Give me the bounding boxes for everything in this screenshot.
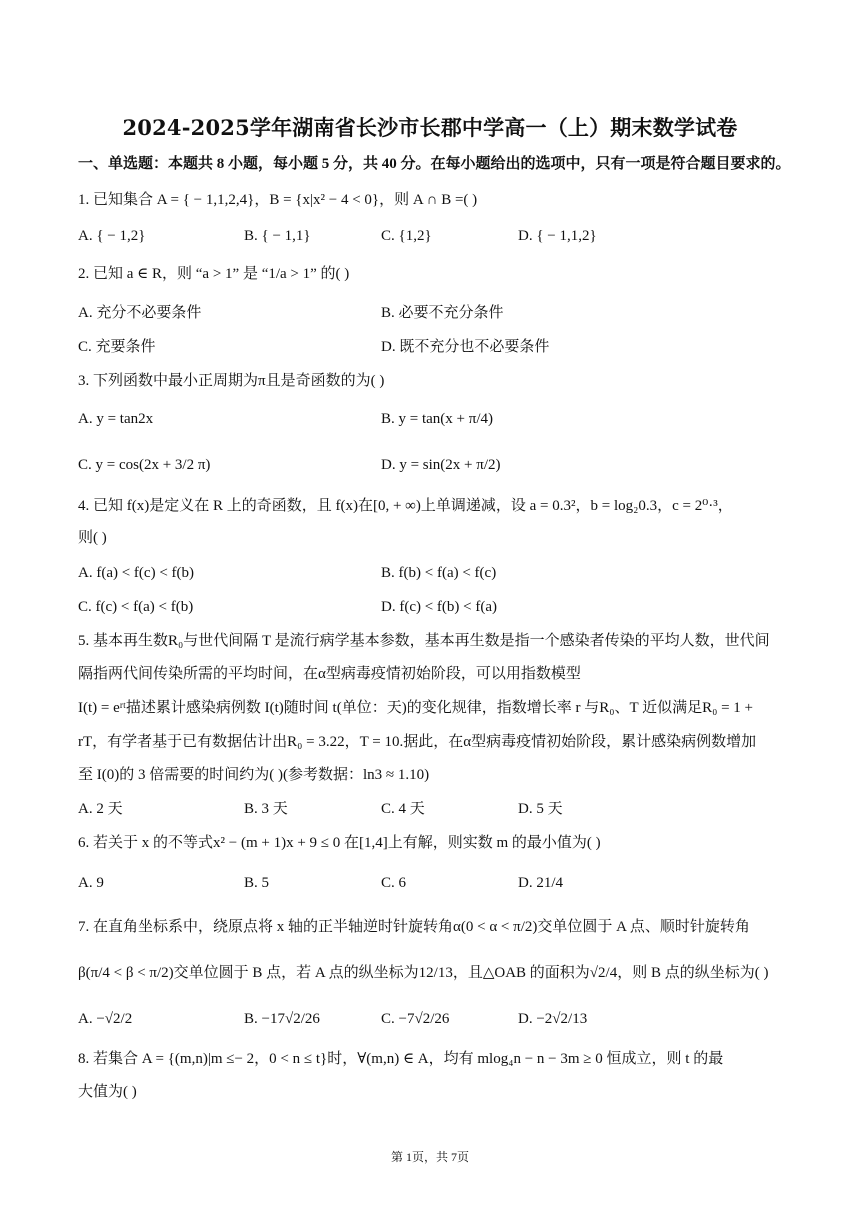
page-title: 2024-2025学年湖南省长沙市长郡中学高一（上）期末数学试卷 — [122, 115, 738, 140]
question-7-line-1: 7. 在直角坐标系中，绕原点将 x 轴的正半轴逆时针旋转角α(0 < α < π/2)交单位圆于 A 点、顺时针旋转角 — [78, 919, 750, 935]
question-1-text: 1. 已知集合 A = { − 1,1,2,4}，B = {x|x² − 4 < 0}，则 A ∩ B =( ) — [78, 192, 478, 208]
question-4-text-cont: 则( ) — [78, 530, 107, 546]
q3-option-d: D. y = sin(2x + π/2) — [381, 457, 501, 473]
q2-option-c: C. 充要条件 — [78, 339, 156, 355]
q5-option-c: C. 4 天 — [381, 801, 425, 817]
question-3-text: 3. 下列函数中最小正周期为π且是奇函数的为( ) — [78, 373, 385, 389]
question-7-line-2: β(π/4 < β < π/2)交单位圆于 B 点，若 A 点的纵坐标为12/13，且△OAB 的面积为√2/4，则 B 点的纵坐标为( ) — [78, 965, 769, 981]
question-5-line-2: 隔指两代间传染所需的平均时间，在α型病毒疫情初始阶段，可以用指数模型 — [78, 666, 581, 682]
q6-option-a: A. 9 — [78, 875, 104, 891]
q2-option-a: A. 充分不必要条件 — [78, 305, 202, 321]
q1-option-b: B. { − 1,1} — [244, 228, 311, 244]
q1-option-a: A. { − 1,2} — [78, 228, 146, 244]
question-2-text: 2. 已知 a ∈ R，则 “a > 1” 是 “1/a > 1” 的( ) — [78, 266, 350, 282]
q7-option-c: C. −7√2/26 — [381, 1011, 450, 1027]
q3-option-b: B. y = tan(x + π/4) — [381, 411, 493, 427]
q4-option-c: C. f(c) < f(a) < f(b) — [78, 599, 194, 615]
q6-option-b: B. 5 — [244, 875, 270, 891]
question-5-line-3: I(t) = eʳᵗ描述累计感染病例数 I(t)随时间 t(单位：天)的变化规律，指数增长率 r 与R₀、T 近似满足R₀ = 1 + — [78, 700, 753, 716]
question-5-line-5: 至 I(0)的 3 倍需要的时间约为( )(参考数据：ln3 ≈ 1.10) — [78, 767, 430, 783]
question-6-text: 6. 若关于 x 的不等式x² − (m + 1)x + 9 ≤ 0 在[1,4]上有解，则实数 m 的最小值为( ) — [78, 835, 601, 851]
q4-option-a: A. f(a) < f(c) < f(b) — [78, 565, 195, 581]
question-5-line-1: 5. 基本再生数R₀与世代间隔 T 是流行病学基本参数，基本再生数是指一个感染者传染的平均人数，世代间 — [78, 633, 770, 649]
q2-option-b: B. 必要不充分条件 — [381, 305, 504, 321]
q7-option-b: B. −17√2/26 — [244, 1011, 320, 1027]
page-footer: 第 1页，共 7页 — [390, 1150, 469, 1164]
q7-option-a: A. −√2/2 — [78, 1011, 133, 1027]
question-5-line-4: rT，有学者基于已有数据估计出R₀ = 3.22，T = 10.据此，在α型病毒疫情初始阶段，累计感染病例数增加 — [78, 734, 757, 750]
q5-option-d: D. 5 天 — [518, 801, 563, 817]
question-8-line-2: 大值为( ) — [78, 1084, 137, 1100]
question-4-text: 4. 已知 f(x)是定义在 R 上的奇函数，且 f(x)在[0, + ∞)上单调递减，设 a = 0.3²，b = log₂0.3，c = 2⁰·³， — [78, 498, 733, 514]
q2-option-d: D. 既不充分也不必要条件 — [381, 339, 550, 355]
q6-option-d: D. 21/4 — [518, 875, 563, 891]
section-heading: 一、单选题：本题共 8 小题，每小题 5 分，共 40 分。在每小题给出的选项中，只有一项是符合题目要求的。 — [78, 156, 791, 172]
q5-option-a: A. 2 天 — [78, 801, 123, 817]
q4-option-d: D. f(c) < f(b) < f(a) — [381, 599, 498, 615]
q5-option-b: B. 3 天 — [244, 801, 288, 817]
q7-option-d: D. −2√2/13 — [518, 1011, 588, 1027]
q4-option-b: B. f(b) < f(a) < f(c) — [381, 565, 497, 581]
q3-option-c: C. y = cos(2x + 3/2 π) — [78, 457, 211, 473]
q6-option-c: C. 6 — [381, 875, 407, 891]
q1-option-d: D. { − 1,1,2} — [518, 228, 597, 244]
q1-option-c: C. {1,2} — [381, 228, 432, 244]
question-8-line-1: 8. 若集合 A = {(m,n)|m ≤− 2，0 < n ≤ t}时，∀(m,n) ∈ A，均有 mlog₄n − n − 3m ≥ 0 恒成立，则 t 的最 — [78, 1051, 724, 1067]
q3-option-a: A. y = tan2x — [78, 411, 154, 427]
